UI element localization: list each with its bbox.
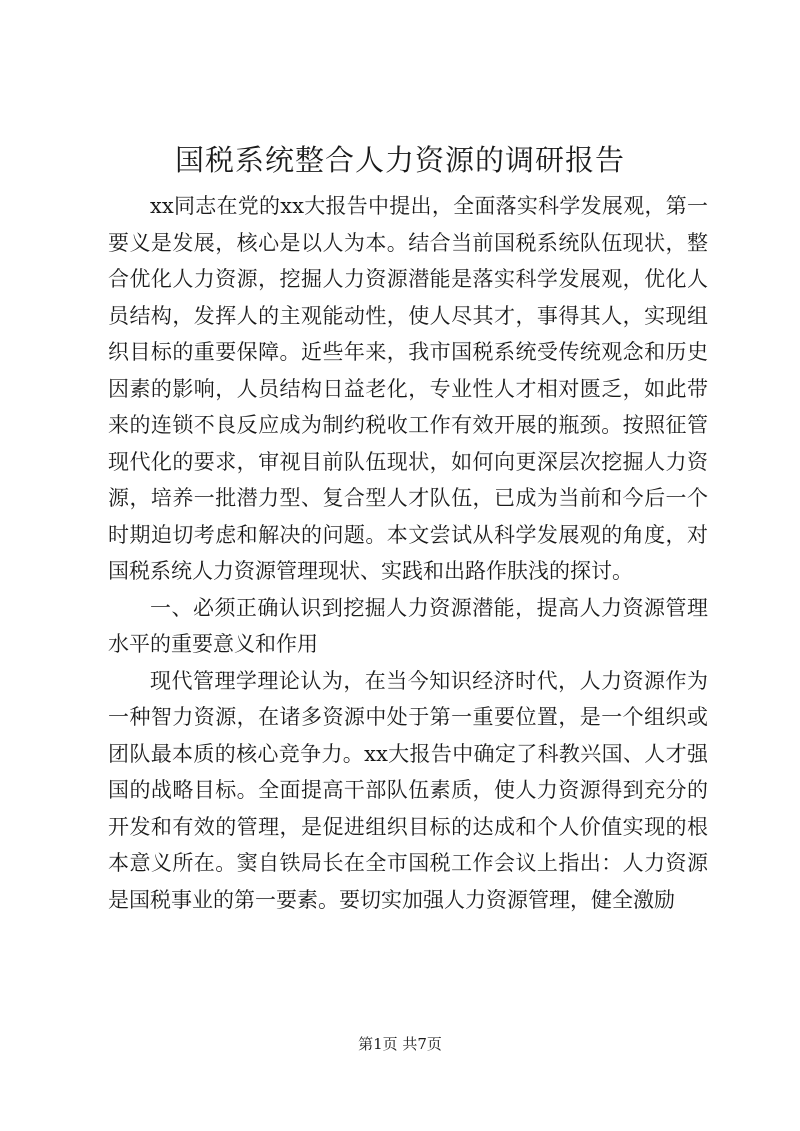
section-heading-1: 一、必须正确认识到挖掘人力资源潜能，提高人力资源管理水平的重要意义和作用 xyxy=(108,595,708,656)
paragraph-section-1: 现代管理学理论认为，在当今知识经济时代，人力资源作为一种智力资源，在诸多资源中处于第一重要位置，是一个组织或团队最本质的核心竞争力。xx大报告中确定了科教兴国、人才强国的战略目标。全面提高干部队伍素质，使人力资源得到充分的开发和有效的管理，是促进组织目标的达成和个人价值实现的根本意义所在。窦自铁局长在全市国税工作会议上指出：人力资源是国税事业的第一要素。要切实加强人力资源管理，健全激励 xyxy=(108,668,708,912)
page-footer: 第1页 共7页 xyxy=(358,1035,442,1053)
document-title: 国税系统整合人力资源的调研报告 xyxy=(174,143,625,177)
paragraph-intro: xx同志在党的xx大报告中提出，全面落实科学发展观，第一要义是发展，核心是以人为本。结合当前国税系统队伍现状，整合优化人力资源，挖掘人力资源潜能是落实科学发展观，优化人员结构，发挥人的主观能动性，使人尽其才，事得其人，实现组织目标的重要保障。近些年来，我市国税系统受传统观念和历史因素的影响，人员结构日益老化，专业性人才相对匮乏，如此带来的连锁不良反应成为制约税收工作有效开展的瓶颈。按照征管现代化的要求，审视目前队伍现状，如何向更深层次挖掘人力资源，培养一批潜力型、复合型人才队伍，已成为当前和今后一个时期迫切考虑和解决的问题。本文尝试从科学发展观的角度，对国税系统人力资源管理现状、实践和出路作肤浅的探讨。 xyxy=(108,194,708,583)
document-body xyxy=(108,188,708,918)
